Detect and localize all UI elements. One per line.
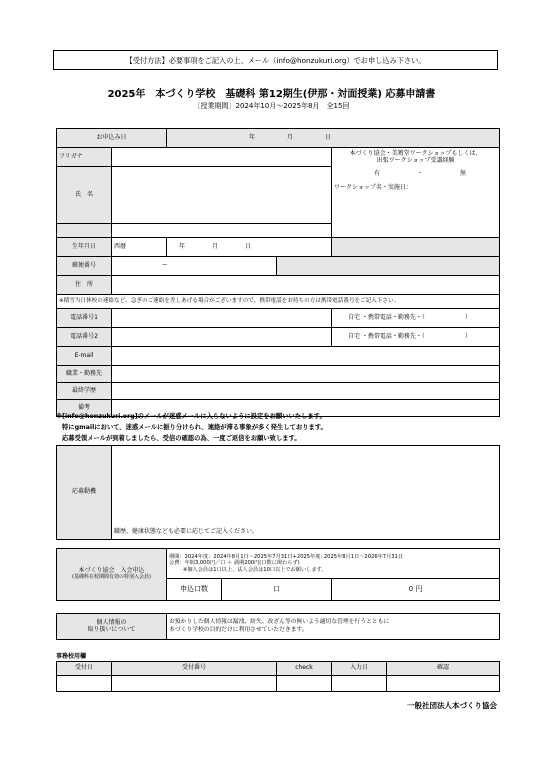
motive-field[interactable] [112, 446, 500, 540]
birth-label: 生年月日 [57, 238, 112, 257]
phone2-type-close: ） [464, 332, 471, 340]
units-unit: 口 [273, 584, 280, 593]
office-col-received: 受付日 [57, 662, 112, 676]
phone2-label: 電話番号2 [57, 328, 112, 347]
edu-field[interactable] [112, 383, 500, 400]
date-month: 月 [286, 133, 293, 141]
postal-dash: ー [162, 261, 169, 269]
notice-text: 必要事項をご記入の上、メール（info@honzukuri.org）でお申し込み下さい。 [168, 56, 426, 65]
phone1-label: 電話番号1 [57, 309, 112, 328]
course-period: 〔授業期間〕2024年10月～2025年8月 全15回 [193, 102, 350, 110]
membership-fee-note: ※個人会員は1口以上、法人会員は10口以上でお願いします。 [183, 566, 327, 573]
workshop-no[interactable]: 無 [459, 170, 466, 178]
office-check-field[interactable] [277, 676, 332, 692]
seireki-label: 西暦 [112, 238, 167, 257]
date-year: 年 [249, 133, 256, 141]
name-spacer [57, 224, 112, 238]
phone1-type[interactable] [332, 309, 500, 328]
office-title: 事務校用欄 [56, 653, 87, 660]
motive-label: 応募動機 [57, 446, 112, 540]
address-field[interactable] [112, 276, 500, 295]
workshop-box [332, 148, 500, 238]
page-title: 2025年 本づくり学校 基礎科 第12期生(伊那・対面授業) 応募申請書 [107, 89, 436, 100]
membership-period: 期間：2024年度：2024年8月1日～2025年7月31日+2025年度: 2025年8月1日～2026年7月31日 [169, 553, 404, 560]
edu-label: 最終学歴 [57, 383, 112, 400]
workshop-title-2: 出張ワークショップ受講経験 [376, 156, 455, 164]
units-field[interactable] [222, 579, 332, 601]
phone-note: ※積雪当日休校の連絡など、急ぎのご連絡を差しあげる場合がございますので、携帯電話をお持ちの方は携帯電話番号をご記入下さい。 [57, 295, 500, 309]
mail-note-1: ※[info@honzukuri.org]のメールが迷惑メールに入らないように設定をお願いいたします。 [56, 413, 326, 420]
motive-table [56, 445, 500, 540]
phone1-type-text: 自宅 ・携帯電話・勤務先・（ [348, 313, 425, 321]
mail-note-2: 特にgmailにおいて、迷惑メールに振り分けられ、連絡が滞る事象が多く発生しております。 [62, 424, 327, 431]
job-label: 職業・勤務先 [57, 366, 112, 383]
name-label: 氏 名 [57, 167, 112, 224]
units-label: 申込口数 [167, 579, 222, 601]
birth-year: 年 [179, 242, 186, 250]
privacy-table [56, 613, 500, 640]
date-field[interactable] [167, 129, 500, 148]
address-label: 住 所 [57, 276, 112, 295]
membership-table [56, 548, 500, 601]
membership-label [57, 549, 167, 601]
office-received-field[interactable] [57, 676, 112, 692]
furigana-field[interactable] [112, 148, 332, 167]
office-col-input: 入力日 [332, 662, 387, 676]
phone1-type-close: ） [464, 313, 471, 321]
privacy-text-1: お預かりした個人情報は漏洩、紛失、改ざん等の無いよう適切な管理を行うとともに [169, 618, 390, 625]
office-col-confirm: 確認 [387, 662, 500, 676]
job-field[interactable] [112, 366, 500, 383]
workshop-yes[interactable]: 有 [374, 170, 381, 178]
date-label: お申込み日 [57, 129, 167, 148]
privacy-label [57, 614, 167, 640]
motive-hint: 職歴、健康状態なども必要に応じてご記入ください。 [114, 528, 259, 536]
privacy-text [167, 614, 500, 640]
office-input-field[interactable] [332, 676, 387, 692]
privacy-label-1: 個人情報の [96, 618, 127, 626]
date-day: 日 [324, 133, 331, 141]
membership-info [167, 549, 500, 579]
footer-org: 一般社団法人本づくり協会 [407, 701, 497, 710]
notice-box [53, 50, 498, 70]
office-table [56, 661, 500, 692]
name-field-extra [112, 224, 332, 238]
office-col-check: check [277, 662, 332, 676]
workshop-title-1: 本づくり協会・美篶堂ワークショップもしくは、 [349, 150, 482, 157]
privacy-text-2: 本づくり学校の目的だけに利用させていただきます。 [169, 626, 308, 633]
furigana-label: フリガナ [57, 148, 112, 167]
phone2-type-text: 自宅 ・携帯電話・勤務先・（ [348, 332, 425, 340]
birth-blank [332, 238, 500, 257]
office-col-number: 受付番号 [112, 662, 277, 676]
email-field[interactable] [112, 347, 500, 366]
birth-field[interactable] [167, 238, 332, 257]
phone2-type[interactable] [332, 328, 500, 347]
workshop-name-label: ワークショップ名・実施日： [334, 183, 412, 191]
postal-blank [277, 257, 500, 276]
postal-field[interactable] [112, 257, 277, 276]
privacy-label-2: 取り扱いについて [87, 625, 136, 633]
membership-fee: 会費：年間3,000円／口 ＋ 満期200円(口数に関わらず) [169, 560, 300, 567]
note-label: 備考 [57, 400, 112, 417]
application-form [56, 128, 500, 417]
notice-bracket: 【受付方法】 [125, 56, 169, 65]
postal-label: 郵便番号 [57, 257, 112, 276]
name-field[interactable] [112, 167, 332, 224]
office-confirm-field[interactable] [387, 676, 500, 692]
workshop-dot: ・ [416, 170, 423, 178]
membership-label-1: 本づくり協会 入会申込 [78, 567, 145, 575]
mail-note-3: 応募受領メールが到着しましたら、受信の確認の為、一度ご返信をお願い致します。 [62, 435, 301, 442]
email-label: E-mail [57, 347, 112, 366]
mail-notes [56, 411, 327, 444]
phone1-field[interactable] [112, 309, 332, 328]
amount-field: 0 円 [332, 579, 500, 601]
membership-label-2: (基礎科在校期間有効の特別入会員) [72, 574, 151, 581]
birth-day: 日 [244, 242, 251, 250]
phone2-field[interactable] [112, 328, 332, 347]
notice-line [54, 56, 497, 66]
office-number-field[interactable] [112, 676, 277, 692]
birth-month: 月 [211, 242, 218, 250]
